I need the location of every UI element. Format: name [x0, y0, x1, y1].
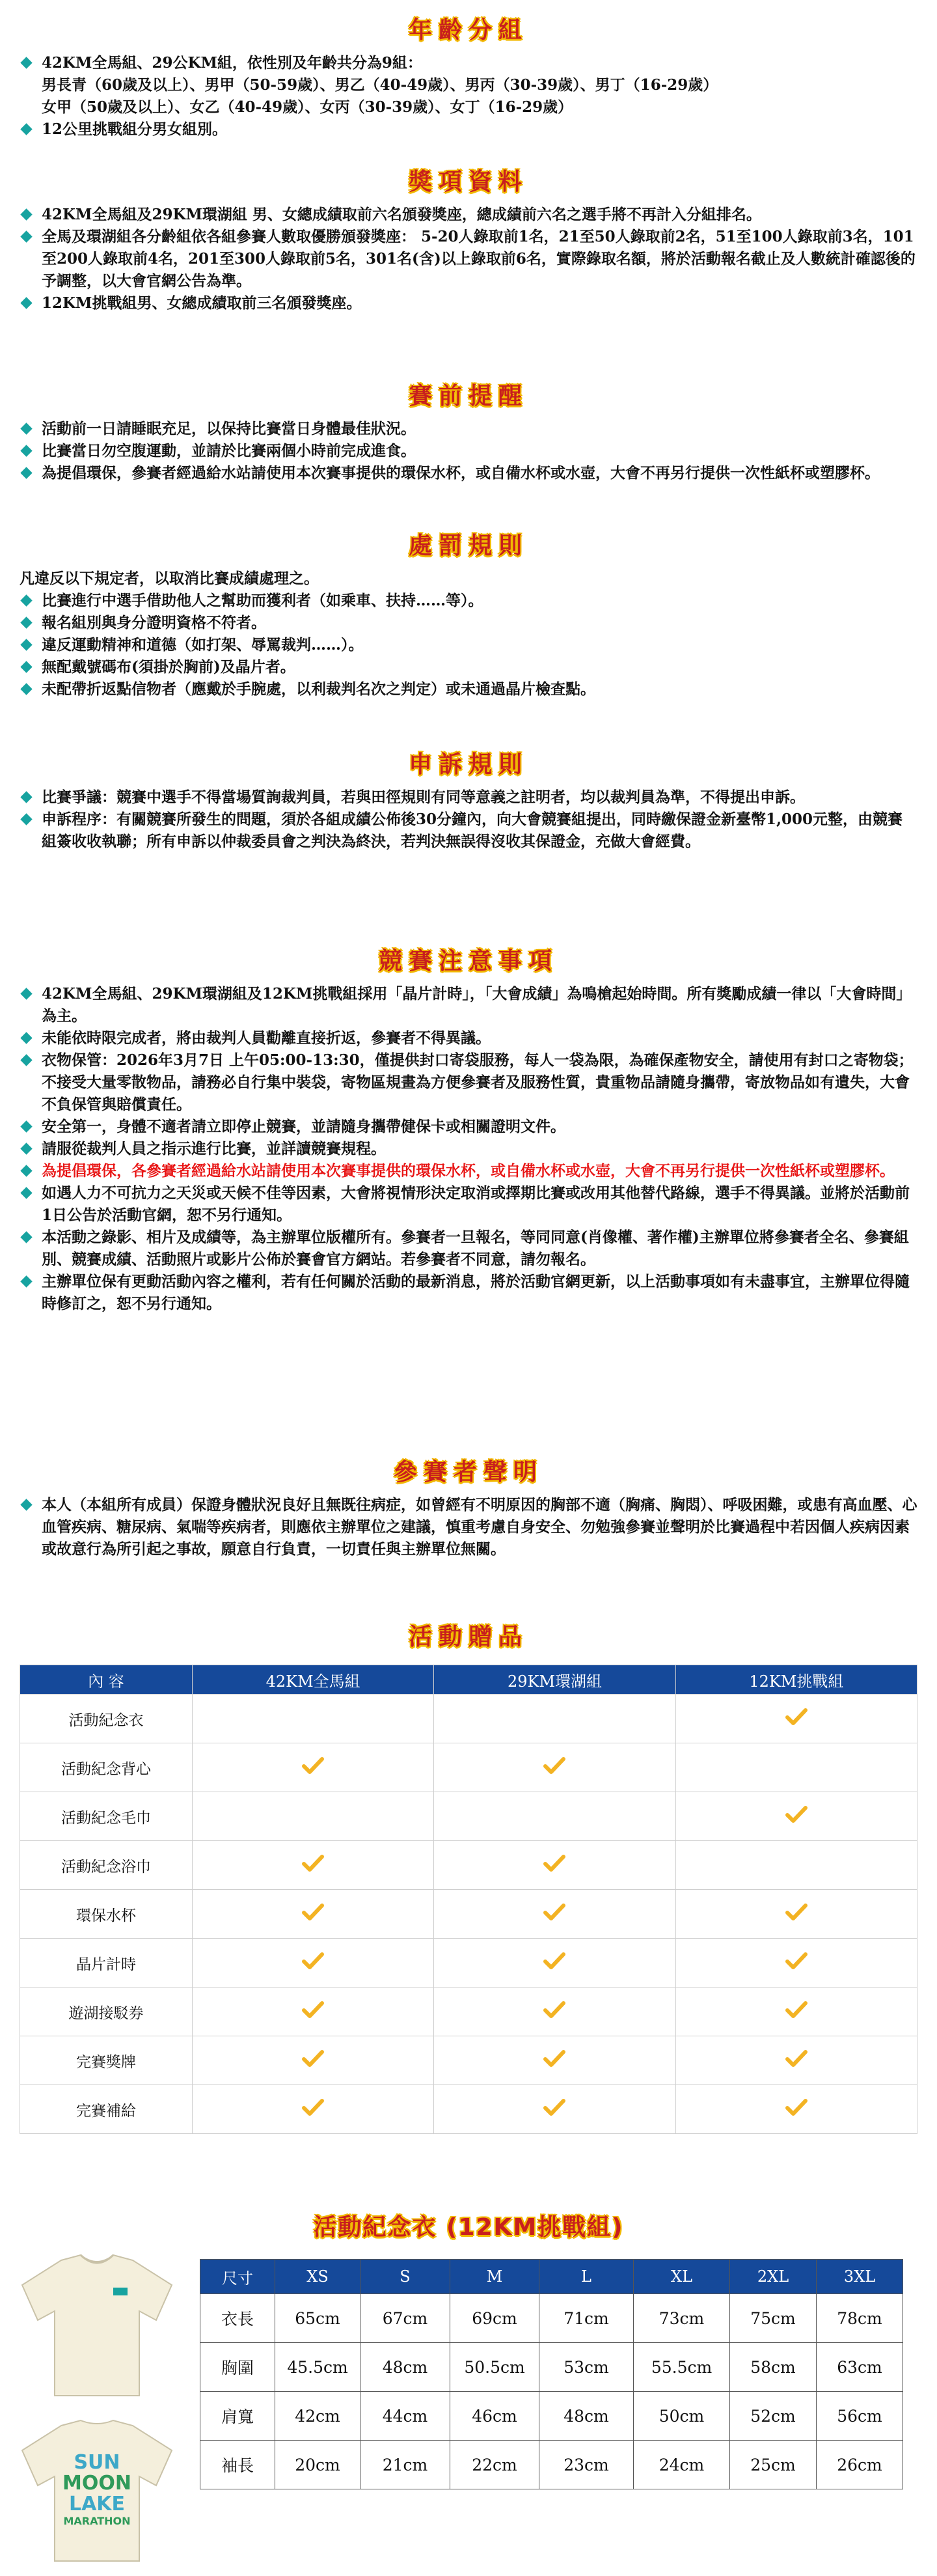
table-row: [20, 1939, 917, 1987]
list-item: [20, 1138, 917, 1160]
table-row: [20, 1987, 917, 2036]
check-icon: [785, 1713, 808, 1730]
table-header-cell: 內 容: [20, 1665, 193, 1695]
list-item-text: 請服從裁判人員之指示進行比賽，並詳讀競賽規程。: [42, 1140, 386, 1157]
check-icon: [785, 2103, 808, 2120]
reminders-section: [0, 379, 937, 484]
size-cell: 42cm: [275, 2392, 360, 2441]
diamond-bullet-icon: [21, 298, 33, 309]
declaration-list: [0, 1494, 937, 1560]
table-row: [20, 2085, 917, 2134]
list-item: [20, 786, 917, 809]
list-item: [20, 1494, 917, 1560]
diamond-bullet-icon: [21, 1165, 33, 1177]
list-item-text: 本活動之錄影、相片及成績等，為主辦單位版權所有。參賽者一旦報名，等同同意(肖像權、著作權)主辦單位將參賽者全名、參賽組別、競賽成績、活動照片或影片公佈於賽會官方網站。若參賽者不同意，請勿報名。: [42, 1228, 909, 1268]
diamond-bullet-icon: [21, 231, 33, 243]
diamond-bullet-icon: [21, 639, 33, 651]
gift-label: 完賽獎牌: [20, 2036, 193, 2085]
list-item-text: 報名組別與身分證明資格不符者。: [42, 614, 266, 631]
list-item: [20, 612, 917, 634]
diamond-bullet-icon: [21, 792, 33, 803]
table-row: [20, 1792, 917, 1841]
size-cell: 23cm: [539, 2441, 634, 2489]
section-title: 獎項資料: [408, 169, 528, 195]
gift-label: 活動紀念毛巾: [20, 1792, 193, 1841]
gifts-section: [0, 1620, 937, 1655]
gift-cell: [193, 2085, 434, 2134]
penalties-section: [0, 529, 937, 700]
gift-cell: [675, 1743, 917, 1792]
gift-cell: [675, 2085, 917, 2134]
check-icon: [543, 2006, 565, 2023]
check-icon: [543, 2055, 565, 2071]
section-title: 年齡分組: [408, 17, 528, 44]
gift-cell: [434, 1695, 675, 1743]
check-icon: [302, 2103, 324, 2120]
list-item-text: 比賽進行中選手借助他人之幫助而獲利者（如乘車、扶持……等）。: [42, 592, 483, 609]
list-item: [20, 462, 917, 484]
gift-cell: [193, 1743, 434, 1792]
gifts-table: [20, 1665, 917, 2134]
section-title: 活動紀念衣 (12KM挑戰組): [313, 2214, 624, 2241]
diamond-bullet-icon: [21, 814, 33, 825]
list-item: [20, 204, 917, 226]
gift-cell: [193, 2036, 434, 2085]
diamond-bullet-icon: [21, 1276, 33, 1288]
list-item: [20, 983, 917, 1027]
list-item: [20, 1049, 917, 1116]
size-row-label: 胸圍: [200, 2343, 275, 2392]
list-item-text: 活動前一日請睡眠充足，以保持比賽當日身體最佳狀況。: [42, 420, 416, 437]
list-item-text: 42KM全馬組及29KM環湖組 男、女總成績取前六名頒發獎座，總成績前六名之選手將不再計入分組排名。: [42, 206, 761, 223]
table-header-cell: M: [450, 2260, 539, 2294]
list-item-text: 全馬及環湖組各分齡組依各組參賽人數取優勝頒發獎座： 5-20人錄取前1名，21至50人錄取前2名，51至100人錄取前3名，101至200人錄取前4名，201至300人錄取前5名，301名(含)以上錄取前6名，實際錄取名額，將於活動報名截止及人數統計確認後的予調整，以大會官網公告為準。: [42, 228, 916, 290]
shirt-section: [0, 2210, 937, 2245]
list-item: [20, 226, 917, 292]
section-title: 活動贈品: [408, 1624, 528, 1650]
list-item-text: 申訴程序：有關競賽所發生的問題，須於各組成績公佈後30分鐘內，向大會競賽組提出，同時繳保證金新臺幣1,000元整，由競賽組簽收收執聯；所有申訴以仲裁委員會之判決為終決，若判決無誤得沒收其保證金，充做大會經費。: [42, 810, 903, 850]
size-cell: 50.5cm: [450, 2343, 539, 2392]
shirt-print-line: MARATHON: [63, 2515, 131, 2527]
diamond-bullet-icon: [21, 661, 33, 673]
table-row: [20, 2036, 917, 2085]
diamond-bullet-icon: [21, 1055, 33, 1066]
gift-cell: [675, 1792, 917, 1841]
gift-label: 活動紀念背心: [20, 1743, 193, 1792]
check-icon: [302, 2055, 324, 2071]
list-item-text: 比賽爭議：競賽中選手不得當場質詢裁判員，若與田徑規則有同等意義之註明者，均以裁判員為準，不得提出申訴。: [42, 788, 805, 806]
list-item: [20, 52, 917, 118]
list-item: [20, 440, 917, 462]
list-item-text: 為提倡環保，各參賽者經過給水站請使用本次賽事提供的環保水杯，或自備水杯或水壺，大會不再另行提供一次性紙杯或塑膠杯。: [42, 1162, 895, 1180]
size-row-label: 袖長: [200, 2441, 275, 2489]
list-item-text: 主辦單位保有更動活動內容之權利，若有任何關於活動的最新消息，將於活動官網更新，以上活動事項如有未盡事宜，主辦單位得隨時修訂之，恕不另行通知。: [42, 1273, 910, 1312]
section-title: 競賽注意事項: [378, 948, 558, 975]
check-icon: [543, 1859, 565, 1876]
size-cell: 63cm: [817, 2343, 903, 2392]
size-cell: 55.5cm: [634, 2343, 730, 2392]
size-cell: 21cm: [360, 2441, 450, 2489]
diamond-bullet-icon: [21, 617, 33, 629]
list-item: [20, 809, 917, 853]
size-cell: 50cm: [634, 2392, 730, 2441]
gift-cell: [434, 1890, 675, 1939]
table-header-cell: 42KM全馬組: [193, 1665, 434, 1695]
list-item-text: 本人（本組所有成員）保證身體狀況良好且無既往病症，如曾經有不明原因的胸部不適（胸痛、胸悶）、呼吸困難，或患有高血壓、心血管疾病、糖尿病、氣喘等疾病者，則應依主辦單位之建議，慎重考慮自身安全、勿勉強參賽並聲明於比賽過程中若因個人疾病因素或故意行為所引起之事故，願意自行負責，一切責任與主辦單位無關。: [42, 1496, 917, 1558]
table-row: [200, 2343, 903, 2392]
size-table: [200, 2259, 903, 2489]
diamond-bullet-icon: [21, 684, 33, 695]
gift-cell: [675, 1939, 917, 1987]
size-cell: 26cm: [817, 2441, 903, 2489]
gift-cell: [434, 1939, 675, 1987]
list-item: [20, 1271, 917, 1315]
section-title: 參賽者聲明: [393, 1459, 543, 1486]
list-item: [20, 1226, 917, 1271]
shirt-back-image: [16, 2417, 178, 2566]
diamond-bullet-icon: [21, 595, 33, 607]
list-item: [20, 418, 917, 440]
diamond-bullet-icon: [21, 423, 33, 435]
gift-label: 活動紀念衣: [20, 1695, 193, 1743]
diamond-bullet-icon: [21, 57, 33, 69]
check-icon: [543, 1762, 565, 1779]
diamond-bullet-icon: [21, 467, 33, 479]
list-item-text: 42KM全馬組、29KM環湖組及12KM挑戰組採用「晶片計時」，「大會成績」為鳴槍起始時間。所有獎勵成績一律以「大會時間」為主。: [42, 985, 912, 1025]
size-cell: 53cm: [539, 2343, 634, 2392]
awards-list: [0, 204, 937, 314]
list-item: [20, 590, 917, 612]
table-header-cell: 2XL: [730, 2260, 817, 2294]
table-row: [20, 1890, 917, 1939]
size-cell: 73cm: [634, 2294, 730, 2343]
gift-cell: [434, 1743, 675, 1792]
gift-cell: [434, 1841, 675, 1890]
list-item-text: 42KM全馬組、29公KM組，依性別及年齡共分為9組： 男長青（60歲及以上）、男甲（50-59歲）、男乙（40-49歲）、男丙（30-39歲）、男丁（16-29歲） 女甲（50歲及以上）、女乙（40-49歲）、女丙（30-39歲）、女丁（16-29歲）: [42, 54, 718, 116]
shirt-print-line: LAKE: [68, 2493, 126, 2515]
size-row-label: 衣長: [200, 2294, 275, 2343]
list-item-text: 12公里挑戰組分男女組別。: [42, 120, 228, 138]
size-cell: 44cm: [360, 2392, 450, 2441]
size-cell: 75cm: [730, 2294, 817, 2343]
gift-label: 環保水杯: [20, 1890, 193, 1939]
gift-cell: [675, 2036, 917, 2085]
table-row: [20, 1841, 917, 1890]
list-item: [20, 292, 917, 314]
list-item-text: 12KM挑戰組男、女總成績取前三名頒發獎座。: [42, 294, 362, 312]
diamond-bullet-icon: [21, 1232, 33, 1243]
notes-list: [0, 983, 937, 1315]
notes-section: [0, 944, 937, 1315]
check-icon: [785, 1957, 808, 1974]
diamond-bullet-icon: [21, 209, 33, 221]
diamond-bullet-icon: [21, 124, 33, 135]
appeals-section: [0, 747, 937, 853]
check-icon: [543, 1908, 565, 1925]
penalties-intro: 凡違反以下規定者，以取消比賽成績處理之。: [20, 570, 319, 587]
shirt-print-line: SUN: [74, 2451, 120, 2474]
table-header-cell: XS: [275, 2260, 360, 2294]
gift-cell: [434, 1792, 675, 1841]
size-cell: 65cm: [275, 2294, 360, 2343]
gift-cell: [193, 1695, 434, 1743]
gift-label: 活動紀念浴巾: [20, 1841, 193, 1890]
list-item: [20, 1182, 917, 1226]
list-item-text: 比賽當日勿空腹運動，並請於比賽兩個小時前完成進食。: [42, 442, 416, 460]
gift-label: 晶片計時: [20, 1939, 193, 1987]
table-header-cell: 29KM環湖組: [434, 1665, 675, 1695]
check-icon: [302, 1859, 324, 1876]
size-cell: 69cm: [450, 2294, 539, 2343]
gift-cell: [193, 1890, 434, 1939]
size-cell: 52cm: [730, 2392, 817, 2441]
check-icon: [543, 1957, 565, 1974]
size-cell: 78cm: [817, 2294, 903, 2343]
age-groups-section: [0, 13, 937, 141]
list-item-text: 如遇人力不可抗力之天災或天候不佳等因素，大會將視情形決定取消或擇期比賽或改用其他替代路線，選手不得異議。並將於活動前1日公告於活動官網，恕不另行通知。: [42, 1184, 910, 1224]
table-row: [200, 2392, 903, 2441]
list-item: [20, 1116, 917, 1138]
gift-cell: [675, 1987, 917, 2036]
table-row: [200, 2294, 903, 2343]
age-groups-list: [0, 52, 937, 141]
diamond-bullet-icon: [21, 1499, 33, 1511]
size-cell: 71cm: [539, 2294, 634, 2343]
shirt-print-line: MOON: [62, 2472, 131, 2495]
table-header-cell: 12KM挑戰組: [675, 1665, 917, 1695]
check-icon: [302, 2006, 324, 2023]
list-item: [20, 118, 917, 141]
gift-cell: [193, 1939, 434, 1987]
declaration-section: [0, 1455, 937, 1560]
list-item-text: 無配戴號碼布(須掛於胸前)及晶片者。: [42, 658, 295, 676]
size-cell: 56cm: [817, 2392, 903, 2441]
list-item: [20, 656, 917, 678]
check-icon: [302, 1908, 324, 1925]
penalties-list: [0, 568, 937, 700]
list-item-text: 為提倡環保，參賽者經過給水站請使用本次賽事提供的環保水杯，或自備水杯或水壺，大會不再另行提供一次性紙杯或塑膠杯。: [42, 464, 880, 482]
list-item: [20, 1160, 917, 1182]
table-row: [200, 2441, 903, 2489]
gift-cell: [675, 1890, 917, 1939]
size-cell: 25cm: [730, 2441, 817, 2489]
section-title: 賽前提醒: [408, 383, 528, 409]
size-cell: 46cm: [450, 2392, 539, 2441]
table-header-cell: XL: [634, 2260, 730, 2294]
table-header-cell: 尺寸: [200, 2260, 275, 2294]
check-icon: [785, 2055, 808, 2071]
diamond-bullet-icon: [21, 1032, 33, 1044]
gift-cell: [675, 1841, 917, 1890]
list-item-text: 衣物保管：2026年3月7日 上午05:00-13:30，僅提供封口寄袋服務，每人一袋為限，為確保產物安全，請使用有封口之寄物袋；不接受大量零散物品，請務必自行集中裝袋，寄物區規畫為方便參賽者及服務性質，貴重物品請隨身攜帶，寄放物品如有遺失，大會不負保管與賠償責任。: [42, 1051, 914, 1113]
diamond-bullet-icon: [21, 445, 33, 457]
size-cell: 48cm: [360, 2343, 450, 2392]
shirt-front-image: [16, 2251, 178, 2401]
check-icon: [785, 1908, 808, 1925]
table-header-cell: 3XL: [817, 2260, 903, 2294]
table-header-cell: S: [360, 2260, 450, 2294]
list-item-text: 安全第一，身體不適者請立即停止競賽，並請隨身攜帶健保卡或相關證明文件。: [42, 1118, 565, 1135]
list-item-text: 未配帶折返點信物者（應戴於手腕處，以利裁判名次之判定）或未通過晶片檢查點。: [42, 680, 595, 698]
gift-cell: [193, 1792, 434, 1841]
list-item: [20, 1027, 917, 1049]
size-cell: 22cm: [450, 2441, 539, 2489]
section-title: 處罰規則: [408, 533, 528, 559]
table-row: [20, 1695, 917, 1743]
check-icon: [302, 1762, 324, 1779]
size-cell: 48cm: [539, 2392, 634, 2441]
reminders-list: [0, 418, 937, 484]
check-icon: [785, 2006, 808, 2023]
check-icon: [785, 1810, 808, 1827]
size-cell: 45.5cm: [275, 2343, 360, 2392]
list-item: [20, 678, 917, 700]
gift-cell: [193, 1987, 434, 2036]
list-item: [20, 634, 917, 656]
check-icon: [302, 1957, 324, 1974]
gift-cell: [675, 1695, 917, 1743]
size-row-label: 肩寬: [200, 2392, 275, 2441]
table-header-cell: L: [539, 2260, 634, 2294]
gift-cell: [193, 1841, 434, 1890]
gift-cell: [434, 2085, 675, 2134]
gift-label: 遊湖接駁券: [20, 1987, 193, 2036]
diamond-bullet-icon: [21, 1143, 33, 1155]
size-cell: 58cm: [730, 2343, 817, 2392]
diamond-bullet-icon: [21, 1187, 33, 1199]
size-cell: 67cm: [360, 2294, 450, 2343]
gift-label: 完賽補給: [20, 2085, 193, 2134]
size-cell: 24cm: [634, 2441, 730, 2489]
table-row: [20, 1743, 917, 1792]
appeals-list: [0, 786, 937, 853]
list-item-text: 違反運動精神和道德（如打架、辱罵裁判……）。: [42, 636, 364, 654]
section-title: 申訴規則: [408, 751, 528, 778]
list-item-text: 未能依時限完成者，將由裁判人員勸離直接折返，參賽者不得異議。: [42, 1029, 491, 1047]
check-icon: [543, 2103, 565, 2120]
awards-section: [0, 165, 937, 314]
size-cell: 20cm: [275, 2441, 360, 2489]
gift-cell: [434, 2036, 675, 2085]
gift-cell: [434, 1987, 675, 2036]
diamond-bullet-icon: [21, 1121, 33, 1133]
diamond-bullet-icon: [21, 988, 33, 1000]
